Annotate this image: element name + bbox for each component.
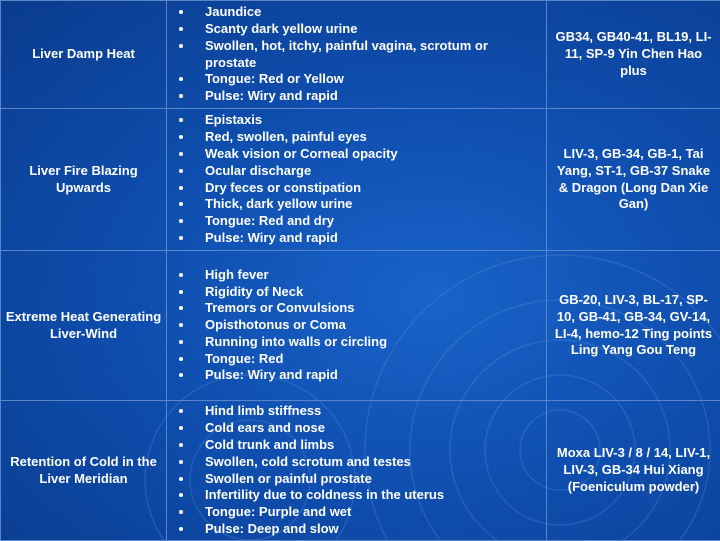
symptom-item: [167, 112, 546, 129]
symptom-text: Swollen, cold scrotum and testes: [205, 454, 411, 469]
symptom-list: [167, 4, 546, 105]
symptom-item: [167, 521, 546, 538]
symptom-item: [167, 180, 546, 197]
symptom-item: [167, 21, 546, 38]
symptom-cell: [167, 1, 547, 109]
bullet-icon: [179, 443, 183, 447]
symptom-text: Pulse: Wiry and rapid: [205, 230, 338, 245]
bullet-icon: [179, 135, 183, 139]
bullet-icon: [179, 373, 183, 377]
symptom-text: Tongue: Red or Yellow: [205, 71, 344, 86]
symptom-list: [167, 112, 546, 246]
symptom-text: Rigidity of Neck: [205, 284, 303, 299]
pattern-name: Liver Damp Heat: [1, 1, 167, 109]
bullet-icon: [179, 290, 183, 294]
symptom-item: [167, 146, 546, 163]
bullet-icon: [179, 460, 183, 464]
symptom-item: [167, 420, 546, 437]
treatment-points: GB34, GB40-41, BL19, LI-11, SP-9 Yin Chen Hao plus: [547, 1, 720, 109]
symptom-text: Weak vision or Corneal opacity: [205, 146, 398, 161]
symptom-item: [167, 300, 546, 317]
bullet-icon: [179, 202, 183, 206]
pattern-row: [1, 109, 720, 251]
symptom-item: [167, 317, 546, 334]
symptom-item: [167, 504, 546, 521]
symptom-text: Hind limb stiffness: [205, 403, 321, 418]
symptom-text: Tongue: Red: [205, 351, 283, 366]
bullet-icon: [179, 236, 183, 240]
pattern-row: [1, 401, 720, 541]
bullet-icon: [179, 118, 183, 122]
symptom-list: [167, 403, 546, 537]
symptom-text: Ocular discharge: [205, 163, 311, 178]
symptom-item: [167, 471, 546, 488]
symptom-text: Scanty dark yellow urine: [205, 21, 357, 36]
symptom-item: [167, 230, 546, 247]
bullet-icon: [179, 426, 183, 430]
bullet-icon: [179, 273, 183, 277]
bullet-icon: [179, 510, 183, 514]
symptom-item: [167, 334, 546, 351]
symptom-text: Running into walls or circling: [205, 334, 387, 349]
treatment-points: GB-20, LIV-3, BL-17, SP-10, GB-41, GB-34, GV-14, LI-4, hemo-12 Ting points Ling Yang Gou Teng: [547, 251, 720, 401]
symptom-item: [167, 351, 546, 368]
symptom-item: [167, 267, 546, 284]
symptom-cell: [167, 251, 547, 401]
treatment-points: Moxa LIV-3 / 8 / 14, LIV-1, LIV-3, GB-34 Hui Xiang (Foeniculum powder): [547, 401, 720, 541]
bullet-icon: [179, 27, 183, 31]
bullet-icon: [179, 10, 183, 14]
pattern-row: [1, 251, 720, 401]
symptom-text: Pulse: Wiry and rapid: [205, 88, 338, 103]
symptom-text: Cold ears and nose: [205, 420, 325, 435]
treatment-points: LIV-3, GB-34, GB-1, Tai Yang, ST-1, GB-37 Snake & Dragon (Long Dan Xie Gan): [547, 109, 720, 251]
symptom-text: Swollen, hot, itchy, painful vagina, scrotum or prostate: [205, 38, 488, 70]
symptom-item: [167, 213, 546, 230]
bullet-icon: [179, 77, 183, 81]
bullet-icon: [179, 169, 183, 173]
bullet-icon: [179, 323, 183, 327]
symptom-text: Tongue: Purple and wet: [205, 504, 351, 519]
symptom-item: [167, 196, 546, 213]
bullet-icon: [179, 219, 183, 223]
symptom-text: Red, swollen, painful eyes: [205, 129, 367, 144]
symptom-item: [167, 437, 546, 454]
pattern-row: [1, 1, 720, 109]
symptom-cell: [167, 401, 547, 541]
symptom-item: [167, 4, 546, 21]
symptom-item: [167, 71, 546, 88]
symptom-item: [167, 88, 546, 105]
symptom-item: [167, 284, 546, 301]
symptom-list: [167, 267, 546, 385]
symptom-item: [167, 487, 546, 504]
bullet-icon: [179, 527, 183, 531]
symptom-item: [167, 163, 546, 180]
symptom-item: [167, 403, 546, 420]
bullet-icon: [179, 44, 183, 48]
symptom-text: High fever: [205, 267, 269, 282]
symptom-text: Dry feces or constipation: [205, 180, 361, 195]
bullet-icon: [179, 493, 183, 497]
bullet-icon: [179, 186, 183, 190]
pattern-name: Retention of Cold in the Liver Meridian: [1, 401, 167, 541]
bullet-icon: [179, 477, 183, 481]
symptom-text: Epistaxis: [205, 112, 262, 127]
symptom-text: Tongue: Red and dry: [205, 213, 334, 228]
bullet-icon: [179, 357, 183, 361]
symptom-text: Swollen or painful prostate: [205, 471, 372, 486]
symptom-text: Cold trunk and limbs: [205, 437, 334, 452]
symptom-text: Tremors or Convulsions: [205, 300, 355, 315]
symptom-text: Thick, dark yellow urine: [205, 196, 352, 211]
symptom-cell: [167, 109, 547, 251]
symptom-text: Pulse: Deep and slow: [205, 521, 339, 536]
symptom-item: [167, 129, 546, 146]
bullet-icon: [179, 340, 183, 344]
symptom-text: Infertility due to coldness in the uterus: [205, 487, 444, 502]
pattern-name: Liver Fire Blazing Upwards: [1, 109, 167, 251]
bullet-icon: [179, 152, 183, 156]
symptom-text: Opisthotonus or Coma: [205, 317, 346, 332]
pattern-name: Extreme Heat Generating Liver-Wind: [1, 251, 167, 401]
bullet-icon: [179, 94, 183, 98]
bullet-icon: [179, 409, 183, 413]
symptom-item: [167, 454, 546, 471]
symptom-item: [167, 367, 546, 384]
symptom-text: Jaundice: [205, 4, 261, 19]
symptom-text: Pulse: Wiry and rapid: [205, 367, 338, 382]
symptom-item: [167, 38, 546, 72]
bullet-icon: [179, 306, 183, 310]
